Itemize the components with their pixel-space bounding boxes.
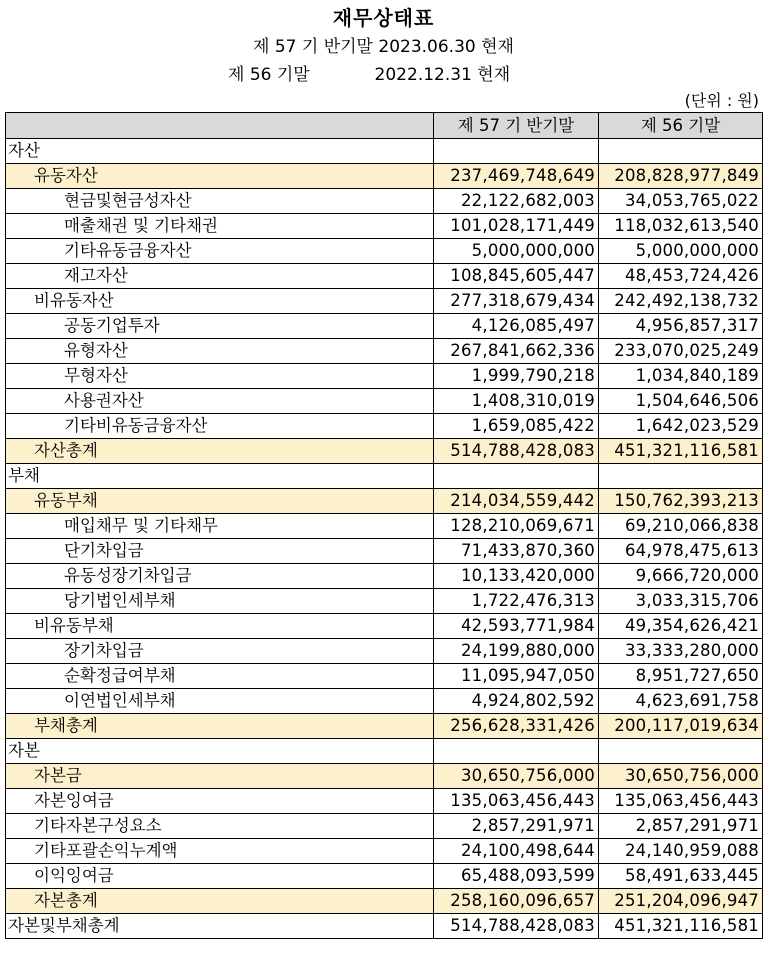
prior-value: 69,210,066,838: [599, 514, 763, 539]
row-label: 자산: [6, 139, 434, 164]
table-row: [6, 239, 763, 264]
current-value: 10,133,420,000: [434, 564, 599, 589]
row-label: 이연법인세부채: [6, 689, 434, 714]
header-cell-current: 제 57 기 반기말: [434, 113, 599, 139]
current-value: 4,126,085,497: [434, 314, 599, 339]
row-label: 재고자산: [6, 264, 434, 289]
prior-value: 233,070,025,249: [599, 339, 763, 364]
row-label: 유동자산: [6, 164, 434, 189]
header-cell-prior: 제 56 기말: [599, 113, 763, 139]
row-label: 유동성장기차입금: [6, 564, 434, 589]
table-row: [6, 514, 763, 539]
prior-value: 4,623,691,758: [599, 689, 763, 714]
table-row: [6, 639, 763, 664]
current-value: 2,857,291,971: [434, 814, 599, 839]
header-cell-account: [6, 113, 434, 139]
table-row: [6, 814, 763, 839]
current-value: 71,433,870,360: [434, 539, 599, 564]
current-value: 1,722,476,313: [434, 589, 599, 614]
prior-value: 451,321,116,581: [599, 914, 763, 939]
current-value: 5,000,000,000: [434, 239, 599, 264]
page-title: 재무상태표: [332, 6, 435, 30]
prior-value: 3,033,315,706: [599, 589, 763, 614]
prior-value: 2,857,291,971: [599, 814, 763, 839]
current-value: 24,199,880,000: [434, 639, 599, 664]
row-label: 자본: [6, 739, 434, 764]
current-value: 1,659,085,422: [434, 414, 599, 439]
prior-value: 1,034,840,189: [599, 364, 763, 389]
current-value: 237,469,748,649: [434, 164, 599, 189]
table-row: [6, 289, 763, 314]
prior-value: [599, 739, 763, 764]
current-value: 11,095,947,050: [434, 664, 599, 689]
table-row: [6, 489, 763, 514]
unit-label: (단위 : 원): [684, 91, 759, 110]
table-row: [6, 339, 763, 364]
table-header-row: [6, 113, 763, 139]
row-label: 자본및부채총계: [6, 914, 434, 939]
current-value: 267,841,662,336: [434, 339, 599, 364]
row-label: 공동기업투자: [6, 314, 434, 339]
table-row: [6, 564, 763, 589]
prior-value: [599, 139, 763, 164]
prior-value: 64,978,475,613: [599, 539, 763, 564]
prior-value: 4,956,857,317: [599, 314, 763, 339]
prior-value: 150,762,393,213: [599, 489, 763, 514]
prior-value: 200,117,019,634: [599, 714, 763, 739]
current-period-label: 제 57 기 반기말 2023.06.30 현재: [253, 37, 514, 57]
current-value: 101,028,171,449: [434, 214, 599, 239]
table-row: [6, 389, 763, 414]
prior-value: 208,828,977,849: [599, 164, 763, 189]
current-value: 1,999,790,218: [434, 364, 599, 389]
prior-value: 30,650,756,000: [599, 764, 763, 789]
current-value: 256,628,331,426: [434, 714, 599, 739]
current-value: [434, 739, 599, 764]
current-value: 22,122,682,003: [434, 189, 599, 214]
table-row: [6, 764, 763, 789]
table-row: [6, 364, 763, 389]
row-label: 사용권자산: [6, 389, 434, 414]
row-label: 이익잉여금: [6, 864, 434, 889]
row-label: 매출채권 및 기타채권: [6, 214, 434, 239]
current-value: 514,788,428,083: [434, 439, 599, 464]
current-value: 514,788,428,083: [434, 914, 599, 939]
current-value: 108,845,605,447: [434, 264, 599, 289]
table-row: [6, 739, 763, 764]
current-value: 24,100,498,644: [434, 839, 599, 864]
prior-value: 58,491,633,445: [599, 864, 763, 889]
prior-value: 1,504,646,506: [599, 389, 763, 414]
row-label: 장기차입금: [6, 639, 434, 664]
current-value: 42,593,771,984: [434, 614, 599, 639]
prior-value: 118,032,613,540: [599, 214, 763, 239]
prior-value: 24,140,959,088: [599, 839, 763, 864]
row-label: 순확정급여부채: [6, 664, 434, 689]
prior-value: 1,642,023,529: [599, 414, 763, 439]
current-value: 1,408,310,019: [434, 389, 599, 414]
prior-value: 49,354,626,421: [599, 614, 763, 639]
row-label: 기타비유동금융자산: [6, 414, 434, 439]
prior-value: 5,000,000,000: [599, 239, 763, 264]
row-label: 유동부채: [6, 489, 434, 514]
row-label: 현금및현금성자산: [6, 189, 434, 214]
row-label: 무형자산: [6, 364, 434, 389]
current-value: 277,318,679,434: [434, 289, 599, 314]
current-value: 214,034,559,442: [434, 489, 599, 514]
prior-value: 33,333,280,000: [599, 639, 763, 664]
row-label: 부채총계: [6, 714, 434, 739]
prior-value: 451,321,116,581: [599, 439, 763, 464]
table-row: [6, 414, 763, 439]
prior-value: 48,453,724,426: [599, 264, 763, 289]
current-value: 135,063,456,443: [434, 789, 599, 814]
prior-value: 9,666,720,000: [599, 564, 763, 589]
table-row: [6, 664, 763, 689]
table-row: [6, 914, 763, 939]
table-row: [6, 589, 763, 614]
table-row: [6, 864, 763, 889]
row-label: 매입채무 및 기타채무: [6, 514, 434, 539]
table-row: [6, 789, 763, 814]
table-row: [6, 889, 763, 914]
current-value: 258,160,096,657: [434, 889, 599, 914]
current-value: 128,210,069,671: [434, 514, 599, 539]
prior-value: 242,492,138,732: [599, 289, 763, 314]
table-row: [6, 539, 763, 564]
table-row: [6, 164, 763, 189]
prior-value: 251,204,096,947: [599, 889, 763, 914]
row-label: 자산총계: [6, 439, 434, 464]
row-label: 비유동자산: [6, 289, 434, 314]
current-value: [434, 464, 599, 489]
row-label: 당기법인세부채: [6, 589, 434, 614]
table-row: [6, 464, 763, 489]
row-label: 기타유동금융자산: [6, 239, 434, 264]
current-value: [434, 139, 599, 164]
prior-period-label: 제 56 기말 2022.12.31 현재: [228, 65, 511, 85]
table-row: [6, 214, 763, 239]
row-label: 유형자산: [6, 339, 434, 364]
table-row: [6, 714, 763, 739]
row-label: 기타포괄손익누계액: [6, 839, 434, 864]
table-row: [6, 314, 763, 339]
table-row: [6, 614, 763, 639]
prior-value: [599, 464, 763, 489]
row-label: 기타자본구성요소: [6, 814, 434, 839]
current-value: 30,650,756,000: [434, 764, 599, 789]
table-row: [6, 839, 763, 864]
table-row: [6, 439, 763, 464]
row-label: 부채: [6, 464, 434, 489]
row-label: 자본금: [6, 764, 434, 789]
current-value: 4,924,802,592: [434, 689, 599, 714]
prior-value: 135,063,456,443: [599, 789, 763, 814]
row-label: 자본잉여금: [6, 789, 434, 814]
prior-value: 8,951,727,650: [599, 664, 763, 689]
row-label: 단기차입금: [6, 539, 434, 564]
table-row: [6, 689, 763, 714]
table-row: [6, 139, 763, 164]
row-label: 자본총계: [6, 889, 434, 914]
table-row: [6, 189, 763, 214]
balance-sheet-table: [5, 112, 763, 939]
table-row: [6, 264, 763, 289]
row-label: 비유동부채: [6, 614, 434, 639]
prior-value: 34,053,765,022: [599, 189, 763, 214]
current-value: 65,488,093,599: [434, 864, 599, 889]
